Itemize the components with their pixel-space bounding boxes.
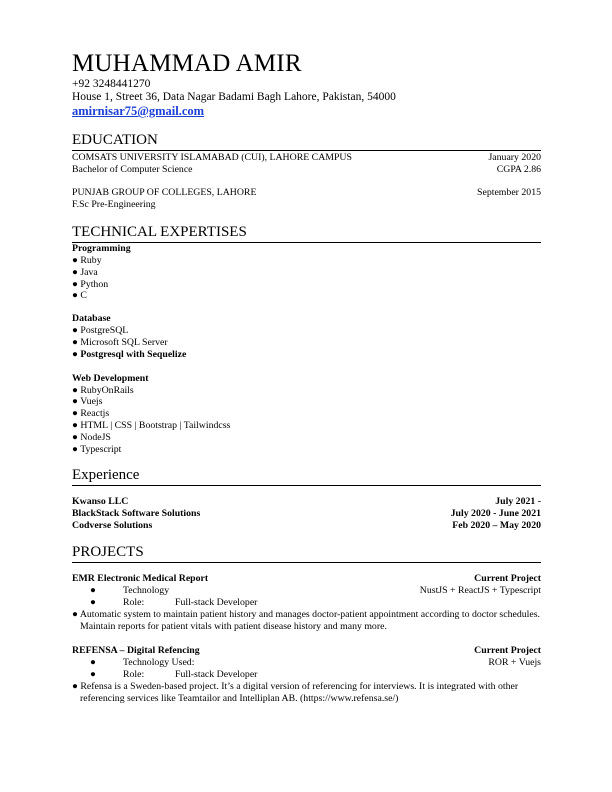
company-name: Codverse Solutions [72, 520, 153, 532]
role-label: Role: [123, 597, 145, 609]
project-title-row [72, 645, 541, 657]
role-label: Role: [123, 668, 145, 680]
education-row-1-detail [72, 164, 541, 176]
education-row-2-detail [72, 199, 541, 211]
skill-item: ● HTML | CSS | Bootstrap | Tailwindcss [72, 419, 231, 431]
degree: Bachelor of Computer Science [72, 164, 193, 175]
skill-item: ● Microsoft SQL Server [72, 336, 168, 348]
project-name: EMR Electronic Medical Report [72, 573, 209, 585]
school-date: September 2015 [477, 187, 541, 198]
skill-item: ● Reactjs [72, 408, 110, 420]
education-heading: EDUCATION [72, 132, 541, 151]
role-value: Full-stack Developer [175, 597, 258, 609]
company-name: Kwanso LLC [72, 496, 129, 508]
company-name: BlackStack Software Solutions [72, 508, 201, 520]
address: House 1, Street 36, Data Nagar Badami Bagh Lahore, Pakistan, 54000 [72, 91, 396, 103]
database-label: Database [72, 313, 111, 325]
phone-number: +92 3248441270 [72, 78, 151, 90]
project-role-row [72, 597, 541, 609]
project-status: Current Project [474, 644, 541, 656]
project-description: ● Automatic system to maintain patient history and manages doctor-patient appointment according to doctor schedules. Maintain reports for patient vitals with patient disease history and many more. [72, 608, 540, 632]
education-row-2 [72, 187, 541, 199]
resume-page [72, 50, 541, 705]
cgpa: CGPA 2.86 [496, 164, 541, 175]
tech-label: Technology Used: [123, 656, 195, 668]
bullet-icon: ● [90, 597, 96, 609]
tech-value: NustJS + ReactJS + Typescript [419, 585, 541, 597]
skill-item: ● RubyOnRails [72, 384, 134, 396]
programming-label: Programming [72, 243, 131, 254]
job-dates: July 2021 - [495, 496, 541, 508]
projects-heading: PROJECTS [72, 544, 541, 563]
job-dates: Feb 2020 – May 2020 [452, 520, 541, 532]
school-date: January 2020 [488, 152, 541, 163]
skill-item: ● Python [72, 278, 109, 290]
bullet-icon: ● [90, 585, 96, 597]
tech-value: ROR + Vuejs [488, 656, 541, 668]
experience-row [72, 508, 541, 520]
job-dates: July 2020 - June 2021 [450, 508, 541, 520]
experience-row [72, 520, 541, 532]
skill-item: ● Java [72, 266, 98, 278]
skill-item: ● Ruby [72, 255, 102, 266]
project-tech-row [72, 657, 541, 669]
tech-label: Technology [123, 585, 170, 597]
skill-item: ● Typescript [72, 443, 122, 455]
project-status: Current Project [474, 573, 541, 585]
school-name: PUNJAB GROUP OF COLLEGES, LAHORE [72, 187, 257, 198]
bullet-icon: ● [90, 656, 96, 668]
experience-heading: Experience [72, 467, 541, 486]
project-name: REFENSA – Digital Refencing [72, 644, 200, 656]
degree: F.Sc Pre-Engineering [72, 199, 156, 210]
technical-heading: TECHNICAL EXPERTISES [72, 224, 541, 243]
role-value: Full-stack Developer [175, 668, 258, 680]
project-role-row [72, 669, 541, 681]
school-name: COMSATS UNIVERSITY ISLAMABAD (CUI), LAHORE CAMPUS [72, 152, 352, 163]
project-description: ● Refensa is a Sweden-based project. It’s a digital version of referencing for interviews. It is integrated with other referencing services like Teamtailor and Intelliplan AB. (https://www.refensa.se/) [72, 680, 519, 704]
project-title-row [72, 573, 541, 585]
skill-item: ● PostgreSQL [72, 325, 129, 337]
candidate-name: MUHAMMAD AMIR [72, 50, 302, 77]
education-row-1 [72, 152, 541, 164]
skill-item: ● NodeJS [72, 431, 111, 443]
project-tech-row [72, 585, 541, 597]
skill-item: ● Postgresql with Sequelize [72, 348, 187, 360]
skill-item: ● C [72, 290, 87, 302]
bullet-icon: ● [90, 668, 96, 680]
web-label: Web Development [72, 372, 149, 384]
skill-item: ● Vuejs [72, 396, 103, 408]
email-link[interactable]: amirnisar75@gmail.com [72, 104, 205, 118]
experience-row [72, 496, 541, 508]
